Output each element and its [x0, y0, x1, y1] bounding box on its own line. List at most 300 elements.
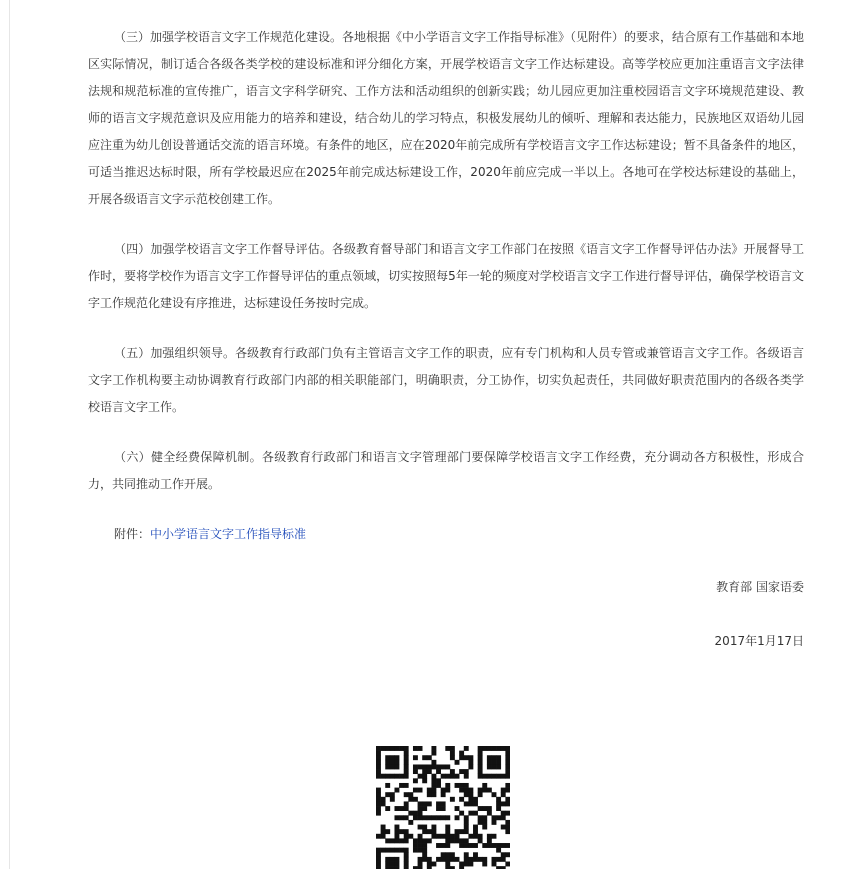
qr-module — [394, 746, 399, 751]
qr-module — [505, 760, 510, 765]
qr-module — [394, 834, 399, 839]
qr-module — [459, 788, 464, 793]
qr-module — [413, 778, 418, 783]
qr-module — [501, 811, 506, 816]
qr-module — [418, 746, 423, 751]
qr-module — [399, 806, 404, 811]
qr-module — [464, 825, 469, 830]
qr-module — [441, 801, 446, 806]
qr-module — [436, 806, 441, 811]
qr-module — [459, 811, 464, 816]
qr-module — [482, 820, 487, 825]
qr-module — [496, 801, 501, 806]
qr-module — [482, 783, 487, 788]
qr-module — [436, 764, 441, 769]
qr-module — [445, 815, 450, 820]
qr-module — [422, 825, 427, 830]
qr-module — [478, 792, 483, 797]
qr-module — [464, 829, 469, 834]
qr-module — [450, 746, 455, 751]
qr-module — [445, 862, 450, 867]
qr-module — [422, 815, 427, 820]
qr-module — [478, 764, 483, 769]
qr-module — [390, 848, 395, 853]
qr-module — [505, 774, 510, 779]
qr-module — [422, 857, 427, 862]
qr-module — [482, 806, 487, 811]
qr-module — [505, 829, 510, 834]
qr-module — [445, 825, 450, 830]
qr-module — [505, 843, 510, 848]
qr-module — [473, 825, 478, 830]
qr-module — [376, 746, 381, 751]
qr-module — [399, 838, 404, 843]
qr-module — [478, 755, 483, 760]
qr-module — [431, 792, 436, 797]
qr-module — [492, 834, 497, 839]
qr-module — [459, 862, 464, 867]
qr-module — [404, 764, 409, 769]
qr-module — [413, 838, 418, 843]
qr-module — [505, 769, 510, 774]
qr-module — [482, 746, 487, 751]
qr-module — [473, 801, 478, 806]
qr-module — [505, 852, 510, 857]
qr-module — [376, 848, 381, 853]
qr-module — [492, 843, 497, 848]
qr-module — [404, 815, 409, 820]
qr-module — [441, 857, 446, 862]
qr-module — [390, 862, 395, 867]
qr-module — [487, 746, 492, 751]
qr-module — [445, 783, 450, 788]
qr-module — [482, 825, 487, 830]
qr-module — [431, 788, 436, 793]
qr-module — [422, 769, 427, 774]
qr-module — [427, 769, 432, 774]
qr-module — [482, 788, 487, 793]
qr-module — [422, 778, 427, 783]
qr-module — [492, 857, 497, 862]
qr-module — [464, 774, 469, 779]
qr-module — [492, 820, 497, 825]
qr-module — [413, 764, 418, 769]
qr-module — [450, 769, 455, 774]
qr-module — [385, 764, 390, 769]
qr-module — [492, 746, 497, 751]
qr-module — [473, 834, 478, 839]
qr-module — [473, 811, 478, 816]
qr-module — [394, 815, 399, 820]
qr-module — [468, 792, 473, 797]
qr-module — [404, 852, 409, 857]
qr-module — [404, 755, 409, 760]
qr-module — [404, 806, 409, 811]
qr-module — [501, 801, 506, 806]
qr-module — [487, 843, 492, 848]
qr-module — [441, 852, 446, 857]
qr-module — [431, 783, 436, 788]
qr-module — [482, 774, 487, 779]
attachment-link[interactable]: 中小学语言文字工作指导标准 — [150, 527, 307, 541]
qr-module — [436, 801, 441, 806]
qr-module — [468, 834, 473, 839]
qr-module — [464, 838, 469, 843]
qr-module — [376, 811, 381, 816]
qr-module — [455, 774, 460, 779]
qr-module — [464, 857, 469, 862]
qr-module — [413, 843, 418, 848]
qr-module — [427, 792, 432, 797]
qr-module — [496, 797, 501, 802]
qr-module — [408, 811, 413, 816]
qr-module — [431, 746, 436, 751]
qr-module — [482, 862, 487, 867]
qr-module — [441, 815, 446, 820]
qr-module — [385, 848, 390, 853]
qr-module — [478, 838, 483, 843]
qr-module — [505, 825, 510, 830]
qr-module — [450, 838, 455, 843]
qr-module — [505, 788, 510, 793]
qr-module — [482, 857, 487, 862]
qr-module — [464, 769, 469, 774]
qr-module — [478, 806, 483, 811]
qr-module — [431, 778, 436, 783]
qr-module — [455, 760, 460, 765]
qr-module — [385, 838, 390, 843]
qr-module — [478, 746, 483, 751]
qr-module — [478, 834, 483, 839]
qr-module — [394, 806, 399, 811]
qr-code-icon — [376, 746, 510, 869]
qr-module — [431, 764, 436, 769]
qr-module — [492, 774, 497, 779]
qr-module — [376, 760, 381, 765]
qr-module — [376, 774, 381, 779]
qr-module — [385, 792, 390, 797]
qr-module — [459, 769, 464, 774]
qr-module — [464, 783, 469, 788]
qr-module — [450, 852, 455, 857]
paragraph-3: （三）加强学校语言文字工作规范化建设。各地根据《中小学语言文字工作指导标准》（见附件）的要求，结合原有工作基础和本地区实际情况，制订适合各级各类学校的建设标准和评分细化方案，开展学校语言文字工作达标建设。高等学校应更加注重语言文字法律法规和规范标准的宣传推广，语言文字科学研究、工作方法和活动组织的创新实践；幼儿园应更加注重校园语言文字环境规范建设、教师的语言文字规范意识及应用能力的培养和建设，结合幼儿的学习特点，积极发展幼儿的倾听、理解和表达能力，民族地区双语幼儿园应注重为幼儿创设普通话交流的语言环境。有条件的地区，应在2020年前完成所有学校语言文字工作达标建设；暂不具备条件的地区，可适当推迟达标时限，所有学校最迟应在2025年前完成达标建设工作，2020年前应完成一半以上。各地可在学校达标建设的基础上，开展各级语言文字示范校创建工作。 — [88, 30, 805, 206]
qr-module — [390, 792, 395, 797]
qr-module — [404, 838, 409, 843]
qr-module — [404, 862, 409, 867]
qr-module — [394, 857, 399, 862]
qr-module — [455, 838, 460, 843]
qr-module — [381, 746, 386, 751]
qr-module — [445, 746, 450, 751]
qr-module — [381, 801, 386, 806]
qr-module — [376, 834, 381, 839]
qr-module — [478, 820, 483, 825]
qr-module — [399, 746, 404, 751]
qr-module — [450, 797, 455, 802]
qr-module — [445, 857, 450, 862]
qr-module — [496, 857, 501, 862]
qr-module — [478, 751, 483, 756]
qr-module — [496, 760, 501, 765]
qr-module — [431, 829, 436, 834]
qr-module — [478, 769, 483, 774]
qr-module — [505, 797, 510, 802]
qr-module — [404, 829, 409, 834]
qr-module — [422, 829, 427, 834]
qr-module — [487, 788, 492, 793]
qr-module — [394, 848, 399, 853]
qr-module — [505, 764, 510, 769]
qr-module — [487, 811, 492, 816]
qr-module — [496, 764, 501, 769]
qr-module — [468, 760, 473, 765]
qr-module — [450, 751, 455, 756]
qr-module — [394, 825, 399, 830]
qr-module — [459, 783, 464, 788]
qr-module — [418, 764, 423, 769]
qr-module — [473, 797, 478, 802]
qr-module — [505, 783, 510, 788]
qr-module — [390, 764, 395, 769]
qr-module — [445, 834, 450, 839]
qr-module — [399, 848, 404, 853]
qr-module — [464, 801, 469, 806]
qr-module — [385, 755, 390, 760]
qr-module — [413, 815, 418, 820]
qr-module — [487, 774, 492, 779]
qr-module — [459, 755, 464, 760]
qr-module — [436, 769, 441, 774]
qr-module — [473, 843, 478, 848]
qr-module — [505, 746, 510, 751]
qr-module — [418, 825, 423, 830]
qr-module — [390, 746, 395, 751]
qr-module — [496, 815, 501, 820]
qr-module — [492, 755, 497, 760]
qr-module — [450, 755, 455, 760]
qr-module — [422, 806, 427, 811]
qr-module — [385, 783, 390, 788]
qr-module — [390, 857, 395, 862]
qr-module — [468, 801, 473, 806]
qr-module — [492, 760, 497, 765]
qr-module — [376, 764, 381, 769]
issuer-signature: 教育部 国家语委 — [716, 580, 804, 594]
qr-module — [422, 801, 427, 806]
qr-module — [431, 834, 436, 839]
qr-module — [404, 769, 409, 774]
qr-module — [381, 834, 386, 839]
qr-module — [427, 829, 432, 834]
qr-module — [441, 788, 446, 793]
qr-module — [422, 838, 427, 843]
qr-module — [422, 755, 427, 760]
qr-module — [418, 857, 423, 862]
qr-module — [422, 848, 427, 853]
qr-module — [496, 848, 501, 853]
qr-module — [468, 755, 473, 760]
qr-module — [418, 774, 423, 779]
attachment-line — [88, 521, 804, 548]
qr-module — [418, 843, 423, 848]
qr-module — [496, 843, 501, 848]
qr-module — [418, 801, 423, 806]
qr-module — [482, 843, 487, 848]
qr-module — [441, 843, 446, 848]
qr-module — [478, 788, 483, 793]
qr-module — [376, 751, 381, 756]
qr-module — [445, 829, 450, 834]
qr-module — [487, 806, 492, 811]
issue-date: 2017年1月17日 — [714, 634, 804, 648]
qr-module — [505, 801, 510, 806]
qr-module — [501, 746, 506, 751]
qr-module — [399, 829, 404, 834]
qr-module — [464, 820, 469, 825]
qr-module — [478, 760, 483, 765]
qr-module — [394, 774, 399, 779]
qr-module — [473, 852, 478, 857]
qr-module — [501, 774, 506, 779]
qr-module — [464, 746, 469, 751]
qr-module — [455, 829, 460, 834]
qr-module — [492, 862, 497, 867]
qr-module — [376, 788, 381, 793]
qr-module — [376, 852, 381, 857]
qr-module — [431, 825, 436, 830]
qr-module — [418, 862, 423, 867]
qr-module — [436, 857, 441, 862]
qr-module — [464, 852, 469, 857]
qr-module — [427, 857, 432, 862]
qr-module — [487, 755, 492, 760]
qr-module — [427, 788, 432, 793]
qr-module — [459, 843, 464, 848]
qr-module — [390, 838, 395, 843]
qr-module — [431, 774, 436, 779]
qr-module — [464, 788, 469, 793]
qr-module — [464, 862, 469, 867]
qr-module — [422, 843, 427, 848]
qr-module — [441, 774, 446, 779]
qr-module — [473, 829, 478, 834]
qr-module — [487, 834, 492, 839]
qr-module — [436, 843, 441, 848]
qr-module — [468, 857, 473, 862]
left-border-line — [9, 0, 10, 869]
qr-module — [445, 852, 450, 857]
qr-module — [478, 774, 483, 779]
qr-module — [385, 746, 390, 751]
qr-module — [418, 806, 423, 811]
qr-module — [482, 815, 487, 820]
qr-module — [390, 755, 395, 760]
qr-module — [455, 834, 460, 839]
qr-module — [505, 755, 510, 760]
qr-module — [381, 829, 386, 834]
qr-module — [468, 788, 473, 793]
qr-module — [413, 811, 418, 816]
qr-module — [381, 825, 386, 830]
qr-module — [404, 857, 409, 862]
qr-module — [431, 862, 436, 867]
qr-module — [501, 815, 506, 820]
qr-module — [450, 774, 455, 779]
qr-module — [501, 825, 506, 830]
qr-module — [501, 857, 506, 862]
qr-module — [468, 811, 473, 816]
qr-module — [487, 760, 492, 765]
qr-module — [431, 815, 436, 820]
qr-module — [390, 774, 395, 779]
qr-module — [413, 848, 418, 853]
qr-module — [376, 806, 381, 811]
qr-module — [394, 862, 399, 867]
article-body — [88, 24, 804, 655]
qr-module — [404, 834, 409, 839]
qr-module — [399, 815, 404, 820]
qr-module — [464, 815, 469, 820]
qr-module — [418, 788, 423, 793]
qr-module — [422, 774, 427, 779]
qr-module — [418, 848, 423, 853]
qr-module — [408, 792, 413, 797]
qr-module — [441, 834, 446, 839]
qr-module — [413, 746, 418, 751]
qr-module — [413, 788, 418, 793]
qr-module — [487, 838, 492, 843]
qr-module — [505, 751, 510, 756]
qr-module — [501, 792, 506, 797]
qr-module — [390, 797, 395, 802]
qr-module — [385, 806, 390, 811]
qr-module — [492, 815, 497, 820]
qr-module — [385, 760, 390, 765]
qr-module — [455, 857, 460, 862]
qr-module — [376, 792, 381, 797]
qr-module — [455, 783, 460, 788]
qr-code-image — [376, 746, 510, 869]
qr-module — [376, 857, 381, 862]
qr-module — [496, 755, 501, 760]
qr-module — [445, 774, 450, 779]
qr-module — [404, 774, 409, 779]
qr-module — [468, 843, 473, 848]
qr-module — [394, 760, 399, 765]
qr-module — [505, 862, 510, 867]
paragraph-5: （五）加强组织领导。各级教育行政部门负有主管语言文字工作的职责，应有专门机构和人员专管或兼管语言文字工作。各级语言文字工作机构要主动协调教育行政部门内部的相关职能部门，明确职责，分工协作，切实负起责任，共同做好职责范围内的各级各类学校语言文字工作。 — [88, 346, 804, 414]
qr-module — [408, 820, 413, 825]
qr-module — [376, 797, 381, 802]
qr-module — [427, 838, 432, 843]
qr-module — [376, 755, 381, 760]
attachment-label: 附件： — [114, 527, 151, 541]
qr-module — [404, 751, 409, 756]
qr-module — [394, 755, 399, 760]
qr-module — [501, 852, 506, 857]
qr-module — [445, 838, 450, 843]
qr-module — [399, 783, 404, 788]
qr-module — [413, 755, 418, 760]
qr-module — [427, 862, 432, 867]
qr-module — [459, 797, 464, 802]
qr-module — [404, 801, 409, 806]
qr-module — [436, 783, 441, 788]
qr-module — [496, 774, 501, 779]
qr-module — [418, 815, 423, 820]
qr-module — [505, 820, 510, 825]
qr-module — [431, 751, 436, 756]
